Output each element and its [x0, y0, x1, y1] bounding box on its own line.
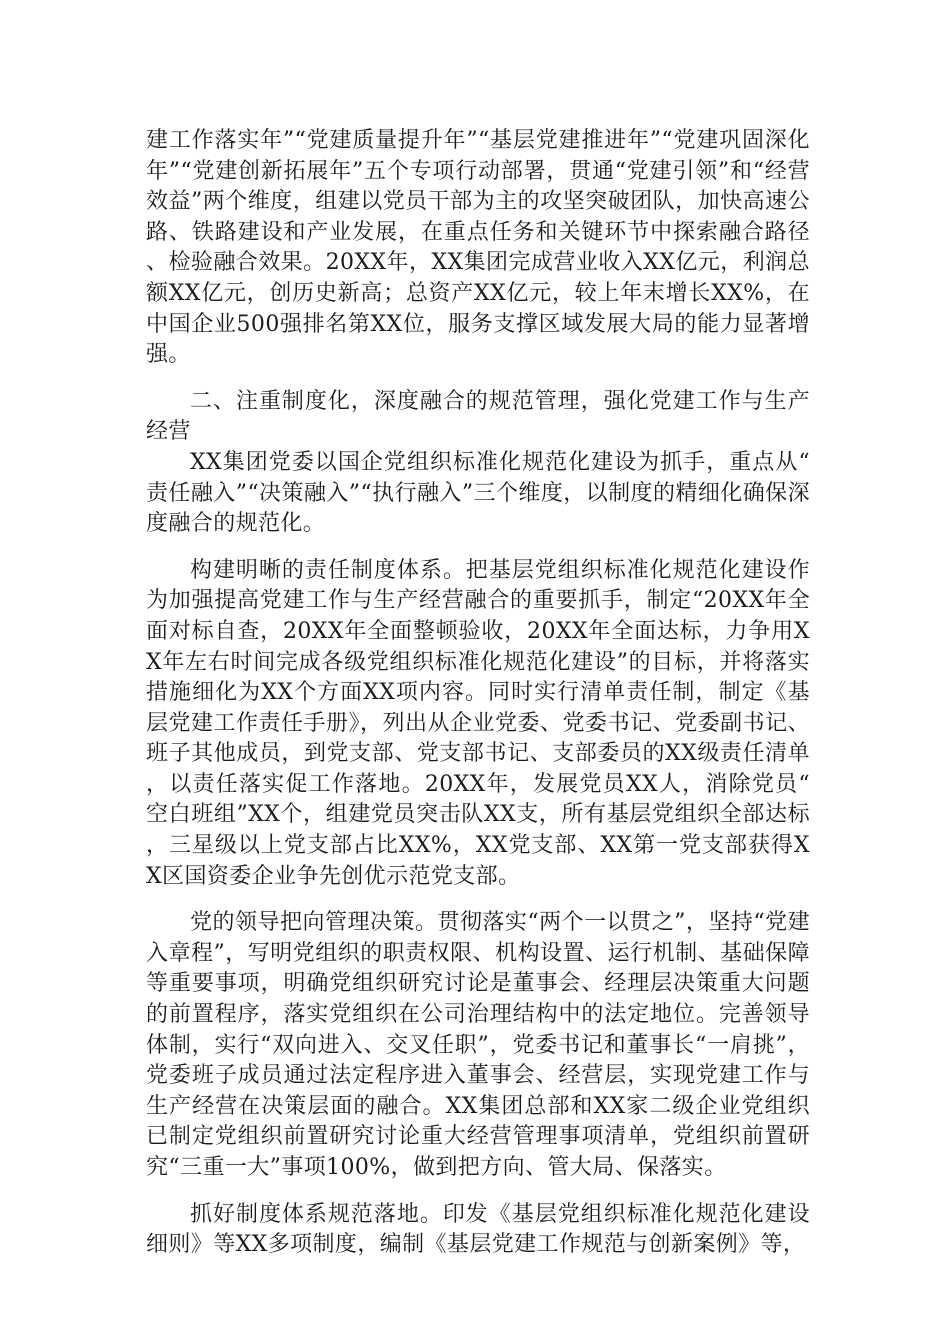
paragraph-implementation: 抓好制度体系规范落地。印发《基层党组织标准化规范化建设细则》等XX多项制度，编制《基层党建工作规范与创新案例》等，	[146, 1201, 810, 1258]
paragraph-continuation: 建工作落实年”“党建质量提升年”“基层党建推进年”“党建巩固深化年”“党建创新拓展年”五个专项行动部署，贯通“党建引领”和“经营效益”两个维度，组建以党员干部为主的攻坚突破团队，加快高速公路、铁路建设和产业发展，在重点任务和关键环节中探索融合路径、检验融合效果。20XX年，XX集团完成营业收入XX亿元，利润总额XX亿元，创历史新高；总资产XX亿元，较上年末增长XX%，在中国企业500强排名第XX位，服务支撑区域发展大局的能力显著增强。	[146, 128, 810, 368]
paragraph-leadership: 党的领导把向管理决策。贯彻落实“两个一以贯之”，坚持“党建入章程”，写明党组织的职责权限、机构设置、运行机制、基础保障等重要事项，明确党组织研究讨论是董事会、经理层决策重大问题的前置程序，落实党组织在公司治理结构中的法定地位。完善领导体制，实行“双向进入、交叉任职”，党委书记和董事长“一肩挑”，党委班子成员通过法定程序进入董事会、经营层，实现党建工作与生产经营在决策层面的融合。XX集团总部和XX家二级企业党组织已制定党组织前置研究讨论重大经营管理事项清单，党组织前置研究“三重一大”事项100%，做到把方向、管大局、保落实。	[146, 910, 810, 1180]
paragraph-intro: XX集团党委以国企党组织标准化规范化建设为抓手，重点从“责任融入”“决策融入”“执行融入”三个维度，以制度的精细化确保深度融合的规范化。	[146, 449, 810, 537]
document-body	[146, 126, 810, 1261]
section-heading: 二、注重制度化，深度融合的规范管理，强化党建工作与生产经营	[146, 388, 810, 445]
paragraph-responsibility: 构建明晰的责任制度体系。把基层党组织标准化规范化建设作为加强提高党建工作与生产经营融合的重要抓手，制定“20XX年全面对标自查，20XX年全面整顿验收，20XX年全面达标，力争用XX年左右时间完成各级党组织标准化规范化建设”的目标，并将落实措施细化为XX个方面XX项内容。同时实行清单责任制，制定《基层党建工作责任手册》，列出从企业党委、党委书记、党委副书记、班子其他成员，到党支部、党支部书记、支部委员的XX级责任清单，以责任落实促工作落地。20XX年，发展党员XX人，消除党员“空白班组”XX个，组建党员突击队XX支，所有基层党组织全部达标，三星级以上党支部占比XX%，XX党支部、XX第一党支部获得XX区国资委企业争先创优示范党支部。	[146, 557, 810, 889]
